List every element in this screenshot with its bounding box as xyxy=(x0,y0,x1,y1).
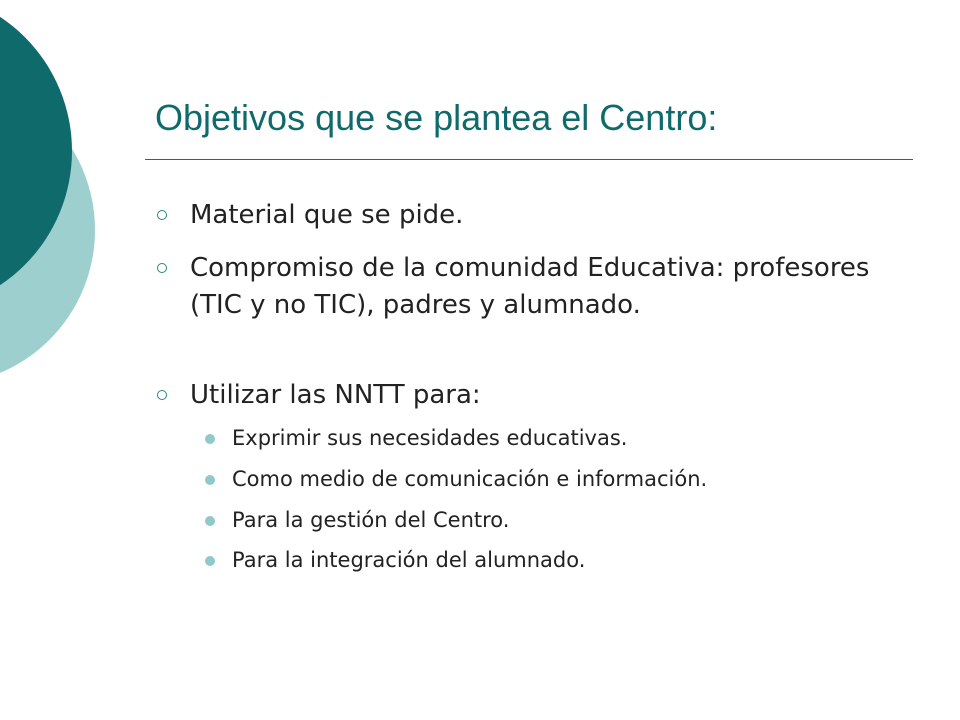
title-divider xyxy=(145,159,913,160)
sub-bullet-item xyxy=(232,506,509,534)
sub-bullet-text: Exprimir sus necesidades educativas. xyxy=(232,426,628,450)
bullet-item xyxy=(190,250,880,324)
dot-bullet-icon xyxy=(205,556,215,566)
ring-bullet-icon xyxy=(157,263,167,273)
sub-bullet-item xyxy=(232,546,585,574)
bullet-item xyxy=(190,197,890,234)
sub-bullet-item xyxy=(232,424,627,452)
sub-bullet-item xyxy=(232,465,707,493)
ring-bullet-icon xyxy=(157,210,167,220)
sub-bullet-text: Para la gestión del Centro. xyxy=(232,508,510,532)
dot-bullet-icon xyxy=(205,434,215,444)
dot-bullet-icon xyxy=(205,475,215,485)
ring-bullet-icon xyxy=(157,390,167,400)
slide-title: Objetivos que se plantea el Centro: xyxy=(155,97,718,138)
bullet-text: Utilizar las NNTT para: xyxy=(190,380,481,410)
bullet-text: Material que se pide. xyxy=(190,200,464,230)
sub-bullet-text: Para la integración del alumnado. xyxy=(232,548,586,572)
dot-bullet-icon xyxy=(205,516,215,526)
bullet-text: Compromiso de la comunidad Educativa: profesores (TIC y no TIC), padres y alumnado. xyxy=(190,253,870,320)
sub-bullet-text: Como medio de comunicación e información. xyxy=(232,467,708,491)
bullet-item xyxy=(190,377,890,414)
